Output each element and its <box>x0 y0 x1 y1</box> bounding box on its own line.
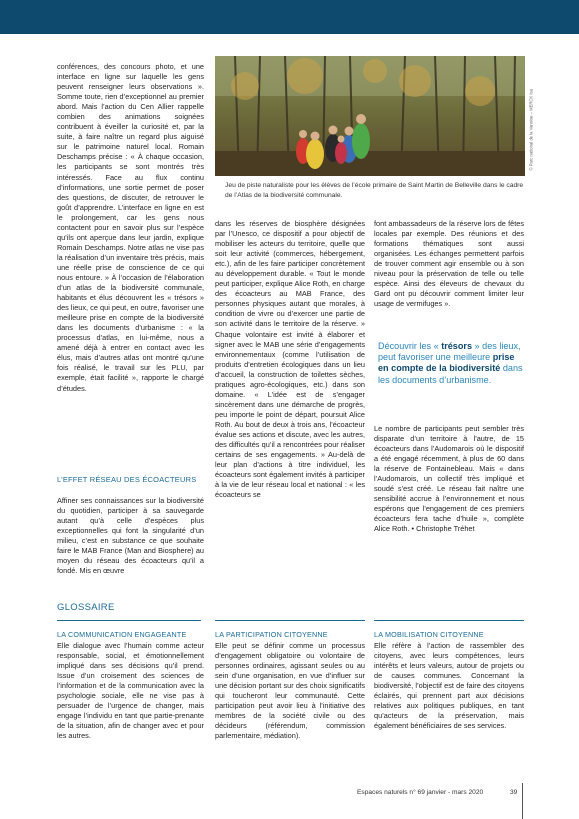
article-column-3a <box>374 219 524 309</box>
glossary-rule-2 <box>215 620 365 621</box>
article-text-3b: Le nombre de participants peut sembler très disparate d’un territoire à l’autre, de 15 écoacteurs dans l’Audomarois où le dispositif a été engagé récemment, à plus de 60 dans la réserve de Fontainebleau. Mais « dans l’Audomarois, un collectif très impliqué et soudé s’est créé. Le réseau fait naître une sensibilité accrue à l’environnement et nous espérons que l’engagement de ces premiers écoacteurs fera tache d’huile », complète Alice Roth. • Christophe Tréhet <box>374 424 524 534</box>
footer-text: Espaces naturels n° 69 janvier - mars 2020 <box>357 789 484 796</box>
header-bar <box>0 0 579 34</box>
article-text-3a: font ambassadeurs de la réserve lors de fêtes locales par exemple. Des réunions et des formations thématiques sont aussi organisées. Les échanges permettent parfois de trouver comment agir ensemble ou à son niveau pour la préservation de telle ou telle espèce. Ainsi des éleveurs de chevaux du Gard ont pu découvrir comment limiter leur usage de vermifuges ». <box>374 219 524 309</box>
glossary-rule-3 <box>374 620 524 621</box>
page-number: 39 <box>510 789 518 796</box>
article-column-1b <box>57 496 204 576</box>
glossary-title: GLOSSAIRE <box>57 602 115 613</box>
photo-caption: Jeu de piste naturaliste pour les élèves de l’école primaire de Saint Martin de Belleville dans le cadre de l’Atlas de la biodiversité communale. <box>225 182 524 199</box>
article-text-1b: Affiner ses connaissances sur la biodiversité du quotidien, participer à sa sauvegarde autant qu’à celle d’espèces plus exceptionnelles qui font la singularité d’un milieu, c’est en substance ce que souhaite faire le MAB France (Man and Biosphere) au moyen du réseau des écoacteurs qu’il a fondé. Mis en œuvre <box>57 496 204 576</box>
glossary-rule-1 <box>57 620 201 621</box>
glossary-entry-3: Elle réfère à l’action de rassembler des citoyens, avec leurs compétences, leurs intérêts et leurs valeurs, autour de projets ou de causes communes. Concernant la biodiversité, l’objectif est de faire des citoyens éclairés, qui prennent part aux décisions relatives aux politiques publiques, en tant qu’acteurs de la préservation, mais également bénéficiaires de ses services. <box>374 641 524 731</box>
glossary-term-2: LA PARTICIPATION CITOYENNE <box>215 630 328 639</box>
photo-credit: © Parc national de la Vanoise – MERCK Isa <box>528 89 534 171</box>
footer-divider <box>522 783 523 819</box>
glossary-term-1: LA COMMUNICATION ENGAGEANTE <box>57 630 187 639</box>
article-text-1: conférences, des concours photo, et une interface en ligne sur laquelle les gens peuvent renseigner leurs observations ». Somme toute, rien d’exceptionnel au premier abord. Mais l’action du Cen Allier rappelle combien des animations soignées contribuent à éveiller la curiosité et, par la suite, à faire naître un regard plus aiguisé sur le patrimoine naturel local. Romain Deschamps précise : « À chaque occasion, les participants se sont montrés très intéressés. Face au flux continu d’informations, une sortie permet de poser des questions, de discuter, de retrouver le goût d’apprendre. L’interface en ligne en est le prolongement, car les gens nous contactent pour en savoir plus sur l’espèce qu’ils ont aperçue dans leur jardin, explique Romain Deschamps. Notre atlas ne vise pas la réalisation d’un inventaire très précis, mais une réelle prise de conscience de ce qui nous entoure. » À l’occasion de l’élaboration d’un atlas de la biodiversité communale, habitants et élus découvrent les « trésors » des lieux, ce qui peut, en outre, favoriser une meilleure prise en compte de la biodiversité dans les documents d’urbanisme : « la processus d’atlas, en lui-même, nous a amené déjà à entrer en contact avec les élus, mais d’autres atlas ont montré qu’une fois réalisé, le travail sur les PLU, par exemple, était facilité », rapporte le chargé d’études. <box>57 62 204 393</box>
article-text-2: dans les réserves de biosphère désignées par l’Unesco, ce dispositif a pour objectif de mobiliser les acteurs du territoire, quelle que soit leur activité (commerces, hébergement, etc.), afin de les faire participer concrètement au développement durable. « Tout le monde peut participer, explique Alice Roth, en charge des écoacteurs au MAB France, des personnes physiques autant que morales, à condition de vivre ou d’exercer une partie de son activité dans le territoire de la réserve. » Chaque volontaire est invité à élaborer et signer avec le MAB une série d’engagements environnementaux (comme l’utilisation de produits d’entretien écologiques dans un lieu d’accueil, la construction de toilettes sèches, pratiques agro-écologiques, etc.) dans son domaine. « L’idée est de s’engager sincèrement dans une démarche de progrès, peu importe le point de départ, poursuit Alice Roth. Au bout de deux à trois ans, l’écoacteur évalue ses actions et discute, avec les autres, des difficultés qu’il a rencontrées pour réaliser certains de ses engagements. » Au-delà de leur plan d’actions à titre individuel, les écoacteurs sont également invités à participer à la vie de leur réseau local et national : « les écoacteurs se <box>215 219 365 500</box>
pull-quote: Découvrir les « trésors » des lieux, peut favoriser une meilleure prise en compte de la biodiversité dans les documents d’urbanisme. <box>378 341 523 385</box>
glossary-entry-2: Elle peut se définir comme un processus d’engagement obligatoire ou volontaire de personnes ordinaires, agissant seules ou au sein d’une organisation, en vue d’influer sur une décision portant sur des choix significatifs qui toucheront leur communauté. Cette participation peut avoir lieu à l’initiative des membres de la société civile ou des décideurs (référendum, commission parlementaire, médiation). <box>215 641 365 741</box>
glossary-term-3: LA MOBILISATION CITOYENNE <box>374 630 484 639</box>
photo-image <box>215 56 525 176</box>
article-column-3b <box>374 424 524 535</box>
section-subheading: L’EFFET RÉSEAU DES ÉCOACTEURS <box>57 475 197 484</box>
article-column-2 <box>215 219 365 500</box>
photo <box>215 56 525 176</box>
article-column-1 <box>57 62 204 394</box>
glossary-entry-1: Elle dialogue avec l’humain comme acteur responsable, social, et émotionnellement impliqué dans ses décisions qu’il prend. Issue d’un croisement des sciences de l’information et de la communication avec la psychologie sociale, elle ne vise pas à persuader de l’urgence de changer, mais engage l’individu en tant que partie-prenante de la situation, afin de changer avec et pour les autres. <box>57 641 204 741</box>
